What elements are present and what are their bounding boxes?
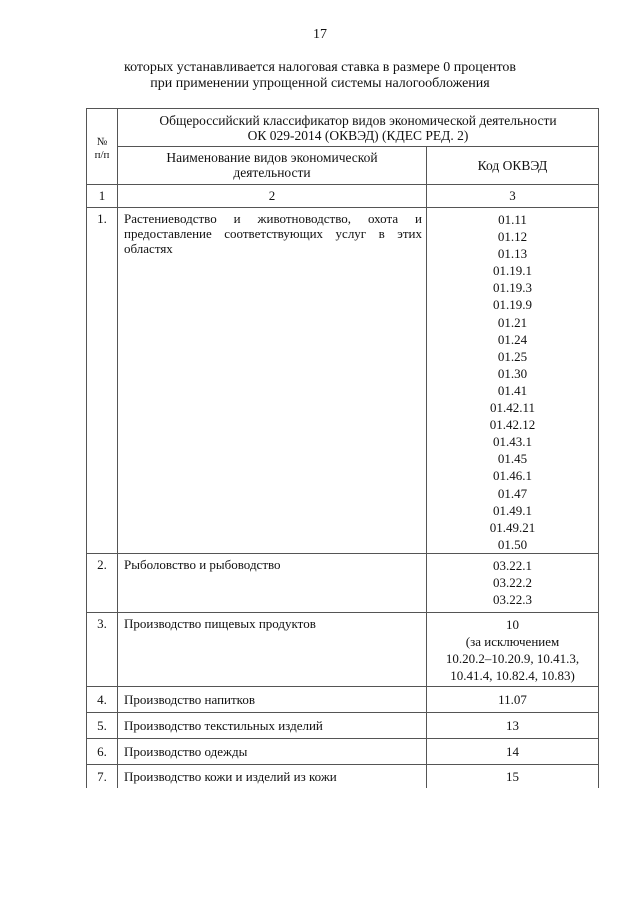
okved-code: 01.46.1	[493, 468, 532, 484]
row-number: 1.	[87, 208, 118, 554]
index-cell: 1	[87, 185, 118, 208]
table-row	[87, 553, 599, 612]
okved-code: 01.43.1	[493, 434, 532, 450]
code-exclusion-line-1: (за исключением	[465, 634, 560, 650]
caption-line-2: при применении упрощенной системы налогообложения	[150, 76, 490, 91]
table-row	[87, 687, 599, 713]
activity-header-line-1: Наименование видов экономической	[166, 150, 378, 165]
table-row	[87, 765, 599, 789]
row-number: 3.	[87, 613, 118, 687]
okved-code: 01.42.12	[489, 417, 536, 433]
column-index-row	[87, 185, 599, 208]
code-list	[427, 208, 599, 554]
okved-code: 01.50	[497, 536, 528, 552]
table-row	[87, 613, 599, 687]
okved-code: 01.30	[497, 365, 528, 381]
activity-name: Рыболовство и рыбоводство	[118, 553, 427, 612]
okved-code: 01.42.11	[489, 400, 536, 416]
okved-code: 15	[427, 765, 599, 789]
code-exclusion-line-3: 10.41.4, 10.82.4, 10.83)	[450, 668, 575, 684]
activity-header-line-2: деятельности	[233, 165, 311, 180]
okved-code: 01.41	[497, 382, 528, 398]
row-number: 5.	[87, 713, 118, 739]
caption-line-1: которых устанавливается налоговая ставка в размере 0 процентов	[124, 60, 516, 75]
okved-code: 01.19.9	[493, 297, 532, 313]
okved-code: 03.22.3	[493, 592, 532, 608]
okved-code: 01.11	[498, 212, 527, 227]
subheader-row	[87, 147, 599, 185]
okved-code: 01.45	[497, 451, 528, 467]
okved-code: 01.47	[497, 485, 528, 501]
activity-name: Производство текстильных изделий	[118, 713, 427, 739]
page-number: 17	[313, 27, 327, 42]
okved-code: 01.49.21	[489, 519, 536, 535]
okved-code: 03.22.2	[493, 574, 532, 590]
okved-code: 01.21	[497, 314, 528, 330]
activity-header	[118, 147, 427, 185]
num-abbrev: п/п	[94, 148, 110, 161]
code-list	[427, 553, 599, 612]
num-sign: №	[96, 135, 108, 148]
code-header: Код ОКВЭД	[427, 147, 599, 185]
row-number: 7.	[87, 765, 118, 789]
activity-name: Производство кожи и изделий из кожи	[118, 765, 427, 789]
okved-code: 10	[506, 617, 519, 633]
code-exclusion-line-2: 10.20.2–10.20.9, 10.41.3,	[445, 651, 580, 667]
index-cell: 2	[118, 185, 427, 208]
okved-code: 01.24	[497, 331, 528, 347]
col-num-header	[87, 109, 118, 185]
okved-code: 01.19.3	[493, 280, 532, 296]
okved-code: 01.19.1	[493, 263, 532, 279]
activity-name: Производство пищевых продуктов	[118, 613, 427, 687]
table-row	[87, 208, 599, 554]
table-row	[87, 713, 599, 739]
table-row	[87, 739, 599, 765]
row-number: 2.	[87, 553, 118, 612]
okved-code: 13	[427, 713, 599, 739]
row-number: 4.	[87, 687, 118, 713]
activity-name: Растениеводство и животноводство, охота и предоставление соответствующих услуг в этих областях	[118, 208, 427, 554]
okved-code: 01.25	[497, 348, 528, 364]
row-number: 6.	[87, 739, 118, 765]
okved-code: 01.12	[497, 229, 528, 245]
okved-code: 14	[427, 739, 599, 765]
table-caption	[0, 60, 640, 92]
header-row	[87, 109, 599, 147]
index-cell: 3	[427, 185, 599, 208]
classifier-header	[118, 109, 599, 147]
activity-name: Производство одежды	[118, 739, 427, 765]
okved-code: 01.13	[497, 246, 528, 262]
classifier-header-line-1: Общероссийский классификатор видов экономической деятельности	[159, 113, 557, 128]
code-cell	[427, 613, 599, 687]
okved-code: 03.22.1	[493, 557, 532, 573]
okved-table	[86, 108, 599, 788]
activity-name: Производство напитков	[118, 687, 427, 713]
classifier-header-line-2: ОК 029-2014 (ОКВЭД) (КДЕС РЕД. 2)	[247, 128, 469, 143]
okved-code: 01.49.1	[493, 502, 532, 518]
okved-code: 11.07	[427, 687, 599, 713]
